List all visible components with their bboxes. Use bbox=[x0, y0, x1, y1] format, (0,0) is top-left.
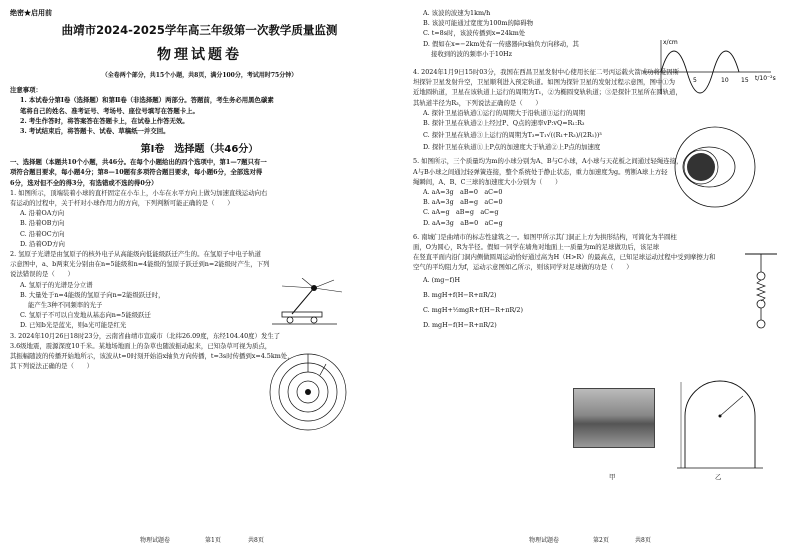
q5-option-a: A. aA=3g aB=0 aC=0 bbox=[423, 188, 503, 197]
q2-option-a: A. 氢原子的光谱是分立谱 bbox=[20, 280, 93, 289]
q3-option-a: A. 该波的波速为1km/h bbox=[423, 9, 491, 17]
question-6-line: 空气的平均阻力为f，运动示意图如乙所示，则该同学对足球做的功是（ ） bbox=[413, 263, 633, 272]
q2-option-b: B. 大量处于n=4能级的氢原子向n=2能级跃迁时， bbox=[20, 290, 165, 299]
exam-note: （全卷两个部分，共15个小题，共8页，满分100分，考试用时75分钟） bbox=[101, 72, 298, 80]
question-3-line: 其下列说法正确的是（ ） bbox=[10, 362, 94, 371]
question-2-line: 示意图中，a、b两束光分别由在n=5能级和n=4能级的氢原子跃迁到n=2能级时产生，下列 bbox=[10, 260, 270, 269]
question-4-line: 其轨道半径为R₃，下列说法正确的是（ ） bbox=[413, 98, 542, 107]
svg-text:5: 5 bbox=[693, 77, 697, 84]
q5-option-c: C. aA=g aB=g aC=g bbox=[423, 208, 499, 217]
attention-line: 3. 考试结束后，将答题卡、试卷、草稿纸一并交回。 bbox=[20, 127, 170, 136]
q3-option-d-cont: 接收到的波的频率小于10Hz bbox=[431, 49, 512, 58]
q4-option-b: B. 探针卫星在轨道②上经过P、Q点的速率vP:vQ=R₁:R₃ bbox=[423, 119, 585, 128]
question-4-line: 近地圆轨道，卫星在该轨道上运行的周期为T₁，②为椭圆变轨轨道；③是探针卫星所在圆轨道， bbox=[413, 88, 682, 97]
footer-title: 物理试题卷 bbox=[140, 537, 171, 544]
q2-option-b-cont: 能产生3种不同频率的光子 bbox=[28, 301, 103, 310]
part1-line: 一、选择题（本题共10个小题，共46分。在每个小题给出的四个选项中，第1—7题只有一 bbox=[10, 158, 267, 167]
q5-option-d: D. aA=3g aB=0 aC=g bbox=[423, 218, 503, 227]
fig-jia-label: 甲 bbox=[609, 473, 616, 481]
part1-line: 6分，选对但不全的得3分，有选错或不选的得0分） bbox=[10, 178, 158, 187]
exam-subtitle: 物理试题卷 bbox=[157, 47, 242, 64]
q6-option-d: D. mgH−f(H−R+πR/2) bbox=[423, 320, 497, 329]
svg-text:t/10⁻²s: t/10⁻²s bbox=[755, 75, 776, 82]
attention-line: 笔将自己的姓名、准考证号、考场号、座位号填写在答题卡上。 bbox=[20, 106, 199, 115]
q3-option-d: D. 假如在x=−2km处有一传感器向x轴负方向移动，其 bbox=[423, 39, 579, 48]
cart-figure bbox=[262, 278, 357, 326]
confidential-label: 绝密★启用前 bbox=[10, 8, 52, 17]
q6-option-b: B. mgH+f(H−R+πR/2) bbox=[423, 290, 497, 299]
question-6-line: 面，O为圆心，R为半径。假如一同学在墙角对地面上一质量为m的足球做功后，该足球 bbox=[413, 243, 660, 252]
q4-option-c: C. 探针卫星在轨道③上运行的周期为T₃=T₁√((R₁+R₃)/(2R₁))³ bbox=[423, 131, 602, 140]
q1-option-d: D. 沿着OD方向 bbox=[20, 239, 65, 248]
footer-page: 第1页 bbox=[205, 537, 221, 544]
q3-option-b: B. 该波可能通过宽度为100m的障碍物 bbox=[423, 19, 534, 28]
question-1-line: 有运动的过程中，关于杆对小球作用力的方向，下列判断可能正确的是（ ） bbox=[10, 199, 234, 208]
svg-text:x/cm: x/cm bbox=[663, 39, 678, 46]
question-6-line: 6. 南城门是曲靖市的标志性建筑之一。如图甲所示其门洞正上方为拱形结构，可简化为半圆柱 bbox=[413, 232, 677, 241]
q4-option-d: D. 探针卫星在轨道①上P点的加速度大于轨道②上P点的加速度 bbox=[423, 143, 601, 152]
q6-option-c: C. mgH+½mgR+f(H−R+πR/2) bbox=[423, 305, 523, 314]
q5-option-b: B. aA=3g aB=g aC=0 bbox=[423, 198, 503, 207]
fig-yi-label: 乙 bbox=[715, 473, 722, 481]
footer-total: 共8页 bbox=[248, 537, 264, 544]
section-title: 第Ⅰ卷 选择题（共46分） bbox=[140, 144, 259, 156]
question-4-line: 坦探针卫星发射升空，卫星顺利进入预定轨道。如图为探针卫星的发射过程示意图，图中①为 bbox=[413, 78, 676, 87]
spring-balls-figure bbox=[741, 252, 781, 332]
footer-title: 物理试题卷 bbox=[529, 537, 560, 544]
svg-text:10: 10 bbox=[721, 77, 729, 84]
question-3-line: 3.6级地震，震源深度10千米。某地场地面上的杂草也随波振动起来，已知杂草可视为质点， bbox=[10, 341, 272, 350]
exam-title: 曲靖市2024-2025学年高三年级第一次教学质量监测 bbox=[61, 23, 338, 38]
q4-option-a: A. 探针卫星沿轨道①运行的周期大于沿轨道③运行的周期 bbox=[423, 108, 586, 117]
attention-title: 注意事项： bbox=[10, 86, 42, 95]
q2-option-d: D. 已知b光是蓝光，则a光可能是红光 bbox=[20, 321, 127, 330]
satellite-orbit-figure bbox=[671, 125, 766, 210]
question-6-line: 在竖直平面内沿门洞内侧做圆周运动恰好通过高为H（H>R）的最高点，已知足球运动过程中受到摩擦力和 bbox=[413, 253, 716, 262]
wave-figure bbox=[641, 36, 776, 96]
q6-option-a: A. (mg−f)H bbox=[423, 275, 461, 284]
question-2-line: 说法错误的是（ ） bbox=[10, 270, 74, 279]
question-2-line: 2. 氢原子光谱是由氢原子的核外电子从高能级向低能级跃迁产生的。在氢原子中电子轨道 bbox=[10, 250, 261, 259]
hydrogen-orbit-figure bbox=[268, 352, 348, 432]
page-2 bbox=[397, 0, 794, 552]
footer-page: 第2页 bbox=[593, 537, 609, 544]
city-gate-photo bbox=[573, 388, 655, 448]
q2-option-c: C. 氢原子不可以自发地从基态向n=5能级跃迁 bbox=[20, 311, 151, 320]
part1-line: 项符合题目要求，每小题4分；第8—10题有多项符合题目要求，每小题6分，全部选对得 bbox=[10, 168, 263, 177]
question-4-line: 4. 2024年1月9日15时03分，我国在西昌卫星发射中心使用长征二号丙运载火箭成功将爱因斯 bbox=[413, 68, 680, 77]
footer-total: 共8页 bbox=[635, 537, 651, 544]
attention-line: 2. 考生作答时，将答案答在答题卡上，在试卷上作答无效。 bbox=[20, 116, 189, 125]
svg-text:15: 15 bbox=[741, 77, 749, 84]
attention-line: 1. 本试卷分第Ⅰ卷（选择题）和第Ⅱ卷（非选择题）两部分。答题前，考生务必用黑色碳素 bbox=[20, 96, 274, 105]
question-3-line: 3. 2024年10月26日18时23分，云南省曲靖市宣威市（北纬26.09度，东经104.40度）发生了 bbox=[10, 331, 281, 340]
q1-option-b: B. 沿着OB方向 bbox=[20, 219, 65, 228]
question-3-line: 其振幅随波的传播开始地所示，该波从t=0时刻开始沿x轴负方向传播，t=3s时传播到x=4.5km处， bbox=[10, 352, 294, 361]
q3-option-c: C. t=8s时，该波传播到x=24km处 bbox=[423, 29, 526, 38]
arch-figure bbox=[675, 378, 765, 470]
question-1-line: 1. 如图所示，顶端装着小球的直杆固定在小车上，小车在水平方向上做匀加速直线运动向右 bbox=[10, 188, 268, 197]
question-5-line: 5. 如图所示，三个质量均为m的小球分别为A、B与C小球，A小球与天花板之间通过轻绳连接， bbox=[413, 157, 683, 166]
question-5-line: A与B小球之间通过轻弹簧连接，整个系统处于静止状态，重力加速度为g。剪断A球上方轻 bbox=[413, 167, 668, 176]
q1-option-a: A. 沿着OA方向 bbox=[20, 209, 65, 218]
q1-option-c: C. 沿着OC方向 bbox=[20, 229, 65, 238]
question-5-line: 绳瞬间，A、B、C三球的加速度大小分别为（ ） bbox=[413, 177, 562, 186]
